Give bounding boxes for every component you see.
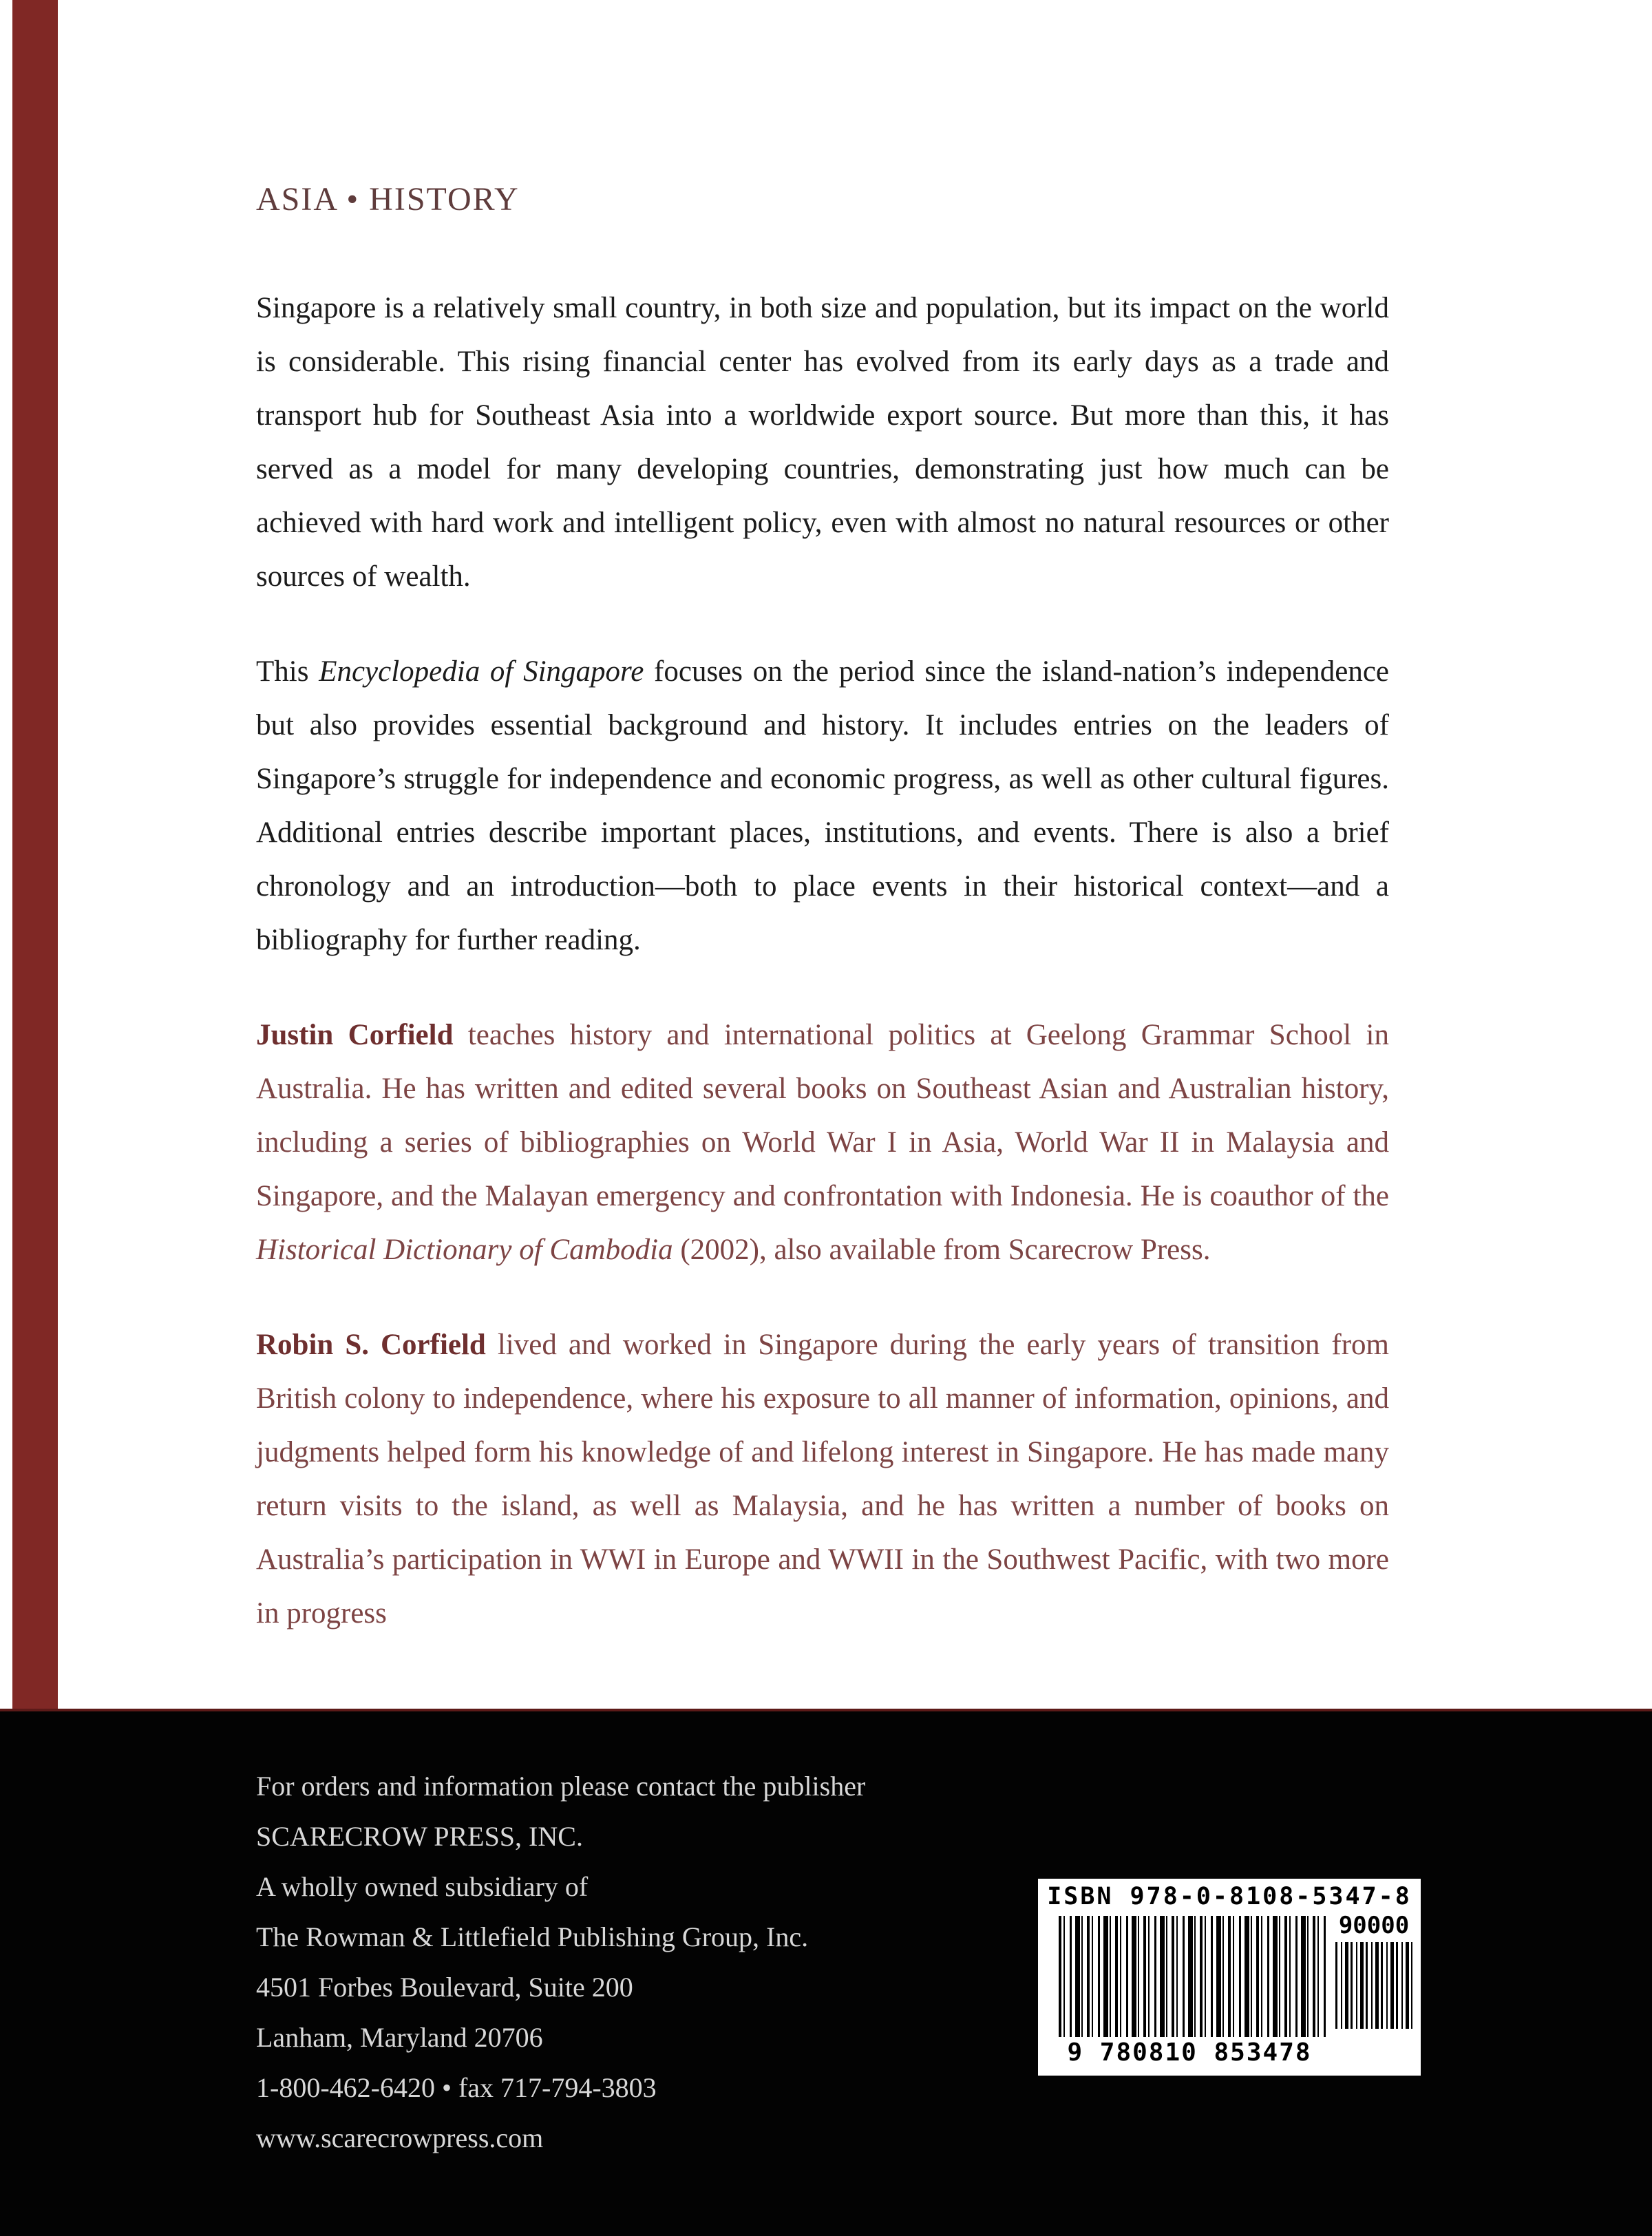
publisher-line: For orders and information please contact the publisher bbox=[256, 1771, 866, 1802]
publisher-line: www.scarecrowpress.com bbox=[256, 2122, 544, 2153]
isbn-label: ISBN 978-0-8108-5347-8 bbox=[1047, 1883, 1412, 1910]
ean-barcode bbox=[1059, 1916, 1326, 2037]
author-bio-justin-corfield bbox=[256, 1009, 1389, 1277]
text-run: This bbox=[256, 655, 319, 688]
synopsis-paragraph-1 bbox=[256, 282, 1389, 604]
text-run: Encyclopedia of Singapore bbox=[319, 655, 644, 688]
text-run: (2002), also available from Scarecrow Press. bbox=[673, 1234, 1211, 1266]
text-run: Robin S. Corfield bbox=[256, 1329, 486, 1361]
synopsis-paragraph-2 bbox=[256, 645, 1389, 967]
text-run: focuses on the period since the island-nation’s independence but also provides essential background and history. It includes entries on the leaders of Singapore’s struggle for independence and economic progress, as well as other cultural figures. Additional entries describe important places, institutions, and events. There is also a brief chronology and an introduction—both to place events in their historical context—and a bibliography for further reading. bbox=[256, 655, 1389, 956]
addon-barcode bbox=[1335, 1942, 1412, 2029]
ean-digits: 9 780810 853478 bbox=[1067, 2038, 1312, 2067]
publisher-line: The Rowman & Littlefield Publishing Group, Inc. bbox=[256, 1921, 809, 1952]
text-run: Historical Dictionary of Cambodia bbox=[256, 1234, 673, 1266]
text-run: Singapore is a relatively small country, in both size and population, but its impact on the world is considerable. This rising financial center has evolved from its early days as a trade and transport hub for Southeast Asia into a worldwide export source. But more than this, it has served as a model for many developing countries, demonstrating just how much can be achieved with hard work and intelligent policy, even with almost no natural resources or other sources of wealth. bbox=[256, 292, 1389, 593]
category-header: ASIA • HISTORY bbox=[256, 181, 520, 218]
text-run: teaches history and international politics at Geelong Grammar School in Australia. He has written and edited several books on Southeast Asian and Australian history, including a series of bibliographies on World War I in Asia, World War II in Malaysia and Singapore, and the Malayan emergency and confrontation with Indonesia. He is coauthor of the bbox=[256, 1019, 1389, 1212]
publisher-line: 1-800-462-6420 • fax 717-794-3803 bbox=[256, 2072, 657, 2103]
publisher-line: Lanham, Maryland 20706 bbox=[256, 2022, 543, 2053]
author-bio-robin-corfield bbox=[256, 1318, 1389, 1641]
price-addon-label: 90000 bbox=[1338, 1912, 1410, 1939]
publisher-line: SCARECROW PRESS, INC. bbox=[256, 1821, 583, 1852]
spine-stripe bbox=[12, 0, 58, 1709]
publisher-line: 4501 Forbes Boulevard, Suite 200 bbox=[256, 1972, 633, 2003]
publisher-info-block bbox=[256, 1761, 865, 2163]
publisher-line: A wholly owned subsidiary of bbox=[256, 1871, 589, 1902]
back-cover-text-column bbox=[256, 180, 1389, 1682]
text-run: lived and worked in Singapore during the early years of transition from British colony to independence, where his exposure to all manner of information, opinions, and judgments helped form his knowledge of and lifelong interest in Singapore. He has made many return visits to the island, as well as Malaysia, and he has written a number of books on Australia’s participation in WWI in Europe and WWII in the Southwest Pacific, with two more in progress bbox=[256, 1329, 1389, 1629]
text-run: Justin Corfield bbox=[256, 1019, 454, 1051]
barcode-panel bbox=[1038, 1879, 1421, 2076]
publisher-band bbox=[0, 1709, 1652, 2236]
